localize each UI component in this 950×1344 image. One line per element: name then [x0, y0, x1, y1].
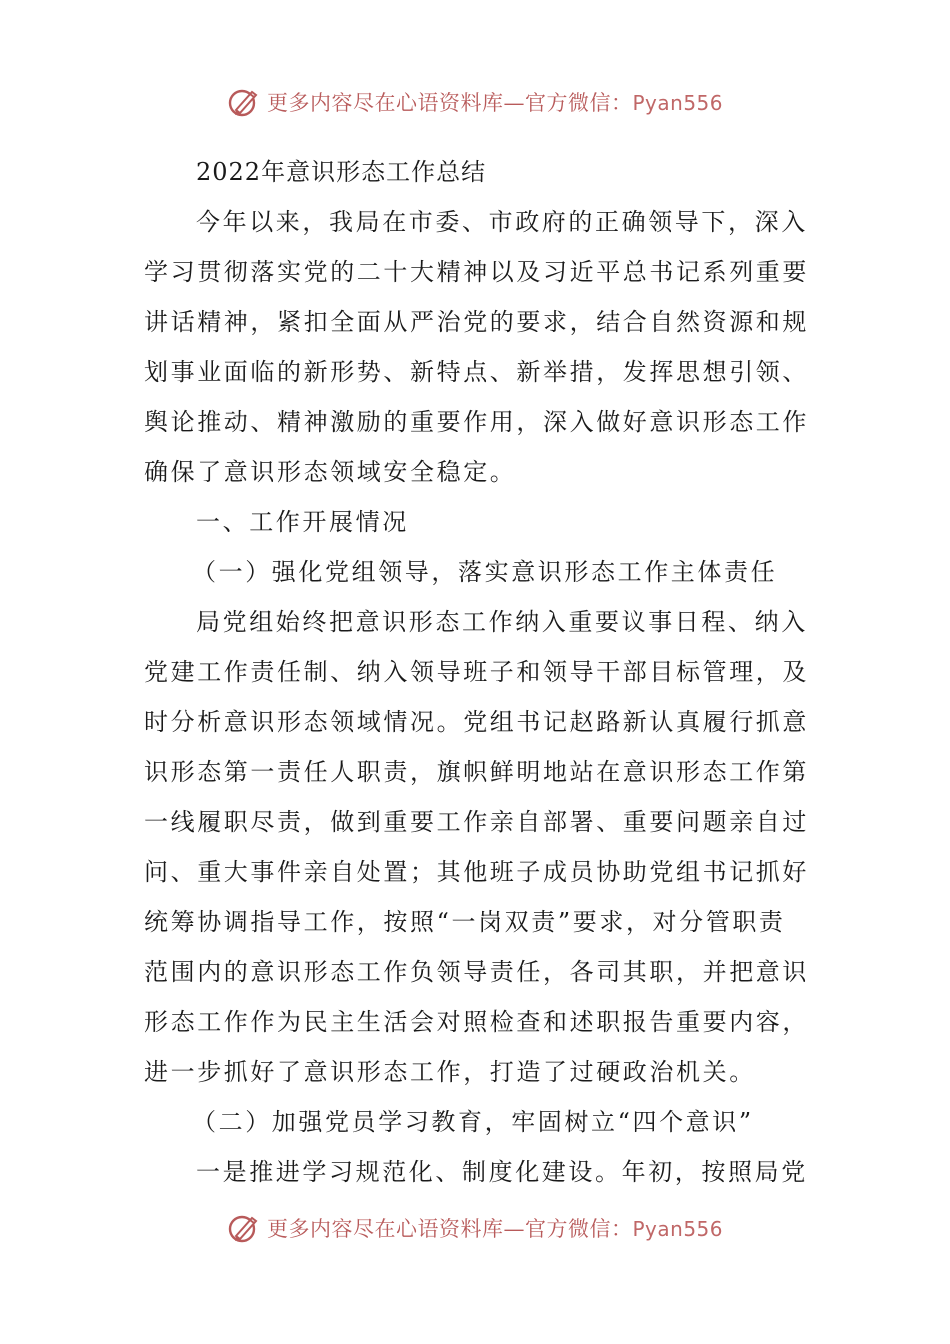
- document-body: [144, 147, 809, 1197]
- paragraph-line: 党建工作责任制、纳入领导班子和领导干部目标管理，及: [144, 658, 809, 686]
- subsection-heading: （一）强化党组领导，落实意识形态工作主体责任: [192, 558, 778, 586]
- pen-logo-icon: [227, 85, 261, 119]
- paragraph-line: 确保了意识形态领域安全稳定。: [144, 458, 517, 486]
- paragraph-line: 形态工作作为民主生活会对照检查和述职报告重要内容，: [144, 1008, 809, 1036]
- footer-watermark: [0, 1208, 950, 1248]
- document-title: 2022年意识形态工作总结: [196, 158, 487, 186]
- watermark-text: 更多内容尽在心语资料库—官方微信：Pyan556: [266, 1217, 723, 1241]
- paragraph-line: 问、重大事件亲自处置；其他班子成员协助党组书记抓好: [144, 858, 809, 886]
- paragraph-line: 进一步抓好了意识形态工作，打造了过硬政治机关。: [144, 1058, 756, 1086]
- paragraph-line: 学习贯彻落实党的二十大精神以及习近平总书记系列重要: [144, 258, 809, 286]
- paragraph-line: 识形态第一责任人职责，旗帜鲜明地站在意识形态工作第: [144, 758, 809, 786]
- pen-logo-icon: [227, 1211, 261, 1245]
- header-watermark: [0, 82, 950, 122]
- paragraph-line: 舆论推动、精神激励的重要作用，深入做好意识形态工作: [144, 408, 809, 436]
- paragraph-line: 统筹协调指导工作，按照“一岗双责”要求，对分管职责: [144, 908, 786, 936]
- paragraph-line: 一线履职尽责，做到重要工作亲自部署、重要问题亲自过: [144, 808, 809, 836]
- watermark-text: 更多内容尽在心语资料库—官方微信：Pyan556: [266, 91, 723, 115]
- paragraph-line: 局党组始终把意识形态工作纳入重要议事日程、纳入: [196, 608, 808, 636]
- paragraph-line: 划事业面临的新形势、新特点、新举措，发挥思想引领、: [144, 358, 809, 386]
- paragraph-line: 时分析意识形态领域情况。党组书记赵路新认真履行抓意: [144, 708, 809, 736]
- paragraph-line: 一是推进学习规范化、制度化建设。年初，按照局党: [196, 1158, 808, 1186]
- paragraph-line: 范围内的意识形态工作负领导责任，各司其职，并把意识: [144, 958, 809, 986]
- paragraph-line: 今年以来，我局在市委、市政府的正确领导下，深入: [196, 208, 808, 236]
- paragraph-line: 讲话精神，紧扣全面从严治党的要求，结合自然资源和规: [144, 308, 809, 336]
- subsection-heading: （二）加强党员学习教育，牢固树立“四个意识”: [192, 1108, 754, 1136]
- section-heading: 一、工作开展情况: [196, 508, 409, 536]
